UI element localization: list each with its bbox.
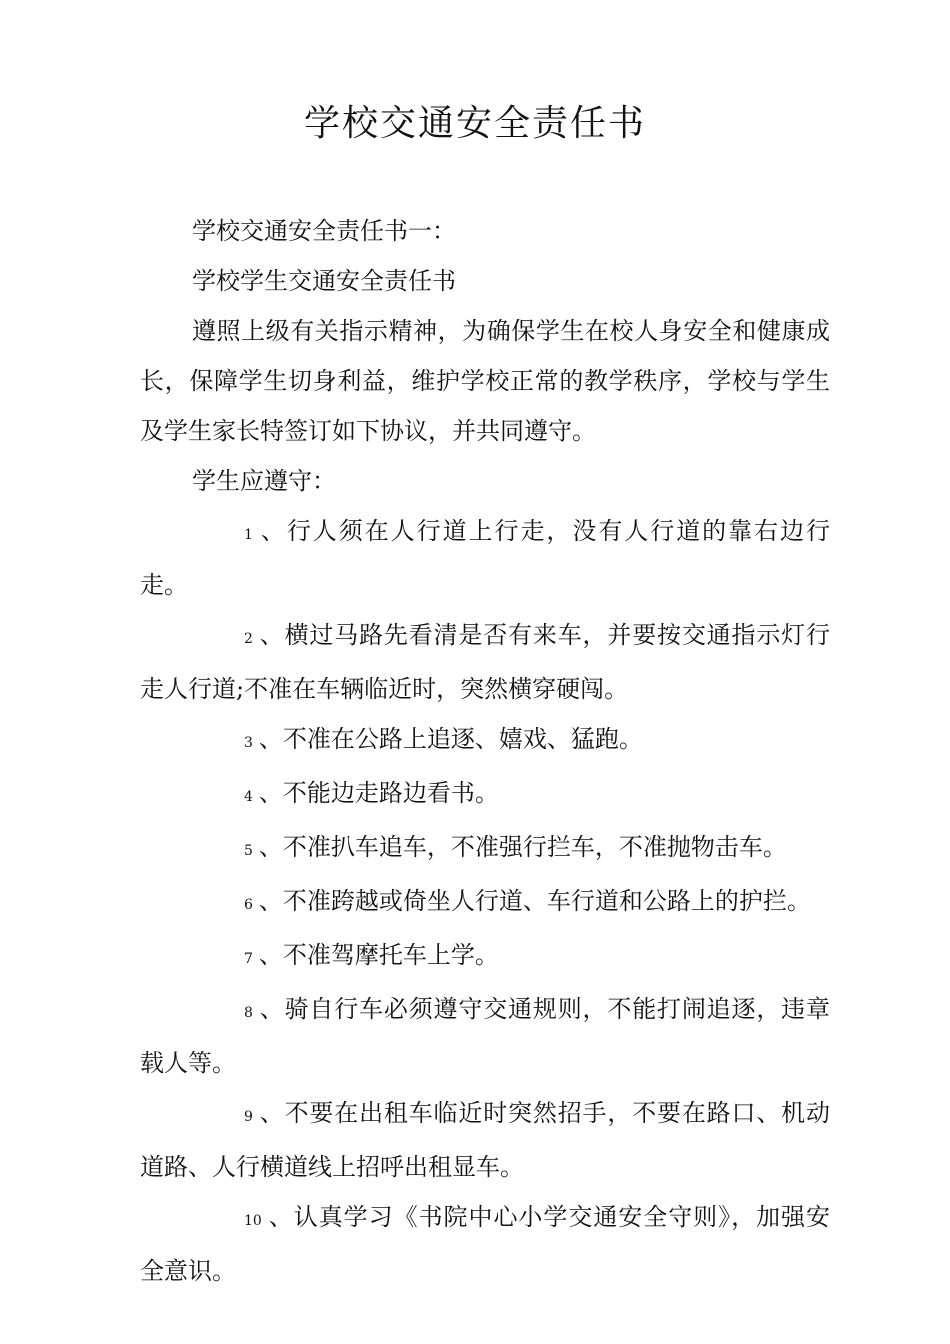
- rule-text: 、不要在出租车临近时突然招手，不要在路口、机动道路、人行横道线上招呼出租显车。: [140, 1099, 830, 1181]
- rule-item: [140, 1192, 830, 1296]
- rule-item: [140, 714, 830, 768]
- rule-number: 1: [244, 527, 253, 543]
- rule-item: [140, 610, 830, 714]
- rule-text: 、行人须在人行道上行走，没有人行道的靠右边行走。: [140, 517, 830, 599]
- rule-number: 8: [244, 1005, 253, 1021]
- rule-item: [140, 768, 830, 822]
- rule-text: 、不准驾摩托车上学。: [258, 941, 499, 969]
- rule-item: [140, 876, 830, 930]
- rule-text: 、不准跨越或倚坐人行道、车行道和公路上的护拦。: [258, 887, 811, 915]
- document-title: 学校交通安全责任书: [303, 103, 646, 144]
- rule-number: 9: [244, 1109, 253, 1125]
- rule-item: [140, 822, 830, 876]
- paragraph-intro-heading: [140, 206, 830, 256]
- rule-item: [140, 506, 830, 610]
- rule-number: 6: [244, 897, 253, 913]
- rule-text: 、横过马路先看清是否有来车，并要按交通指示灯行走人行道;不准在车辆临近时，突然横穿硬闯。: [140, 621, 830, 703]
- rule-number: 5: [244, 843, 253, 859]
- paragraph-text: 遵照上级有关指示精神，为确保学生在校人身安全和健康成长，保障学生切身利益，维护学校正常的教学秩序，学校与学生及学生家长特签订如下协议，并共同遵守。: [140, 317, 830, 445]
- document-body: [140, 206, 830, 1296]
- paragraph-preamble: [140, 306, 830, 456]
- rule-number: 3: [244, 735, 253, 751]
- paragraph-subtitle: [140, 256, 830, 306]
- rule-item: [140, 930, 830, 984]
- rule-number: 7: [244, 951, 253, 967]
- rule-item: [140, 1088, 830, 1192]
- rule-number: 4: [244, 789, 253, 805]
- rule-text: 、不准在公路上追逐、嬉戏、猛跑。: [258, 725, 643, 753]
- paragraph-text: 学生应遵守：: [192, 467, 336, 495]
- rule-text: 、不能边走路边看书。: [258, 779, 499, 807]
- paragraph-text: 学校交通安全责任书一：: [192, 217, 456, 245]
- paragraph-text: 学校学生交通安全责任书: [192, 267, 456, 295]
- rule-number: 2: [244, 631, 253, 647]
- rule-number: 10: [244, 1213, 262, 1229]
- rule-text: 、骑自行车必须遵守交通规则，不能打闹追逐，违章载人等。: [140, 995, 830, 1077]
- rule-item: [140, 984, 830, 1088]
- rule-text: 、不准扒车追车，不准强行拦车，不准抛物击车。: [258, 833, 787, 861]
- paragraph-rules-heading: [140, 456, 830, 506]
- rule-text: 、认真学习《书院中心小学交通安全守则》，加强安全意识。: [140, 1203, 830, 1285]
